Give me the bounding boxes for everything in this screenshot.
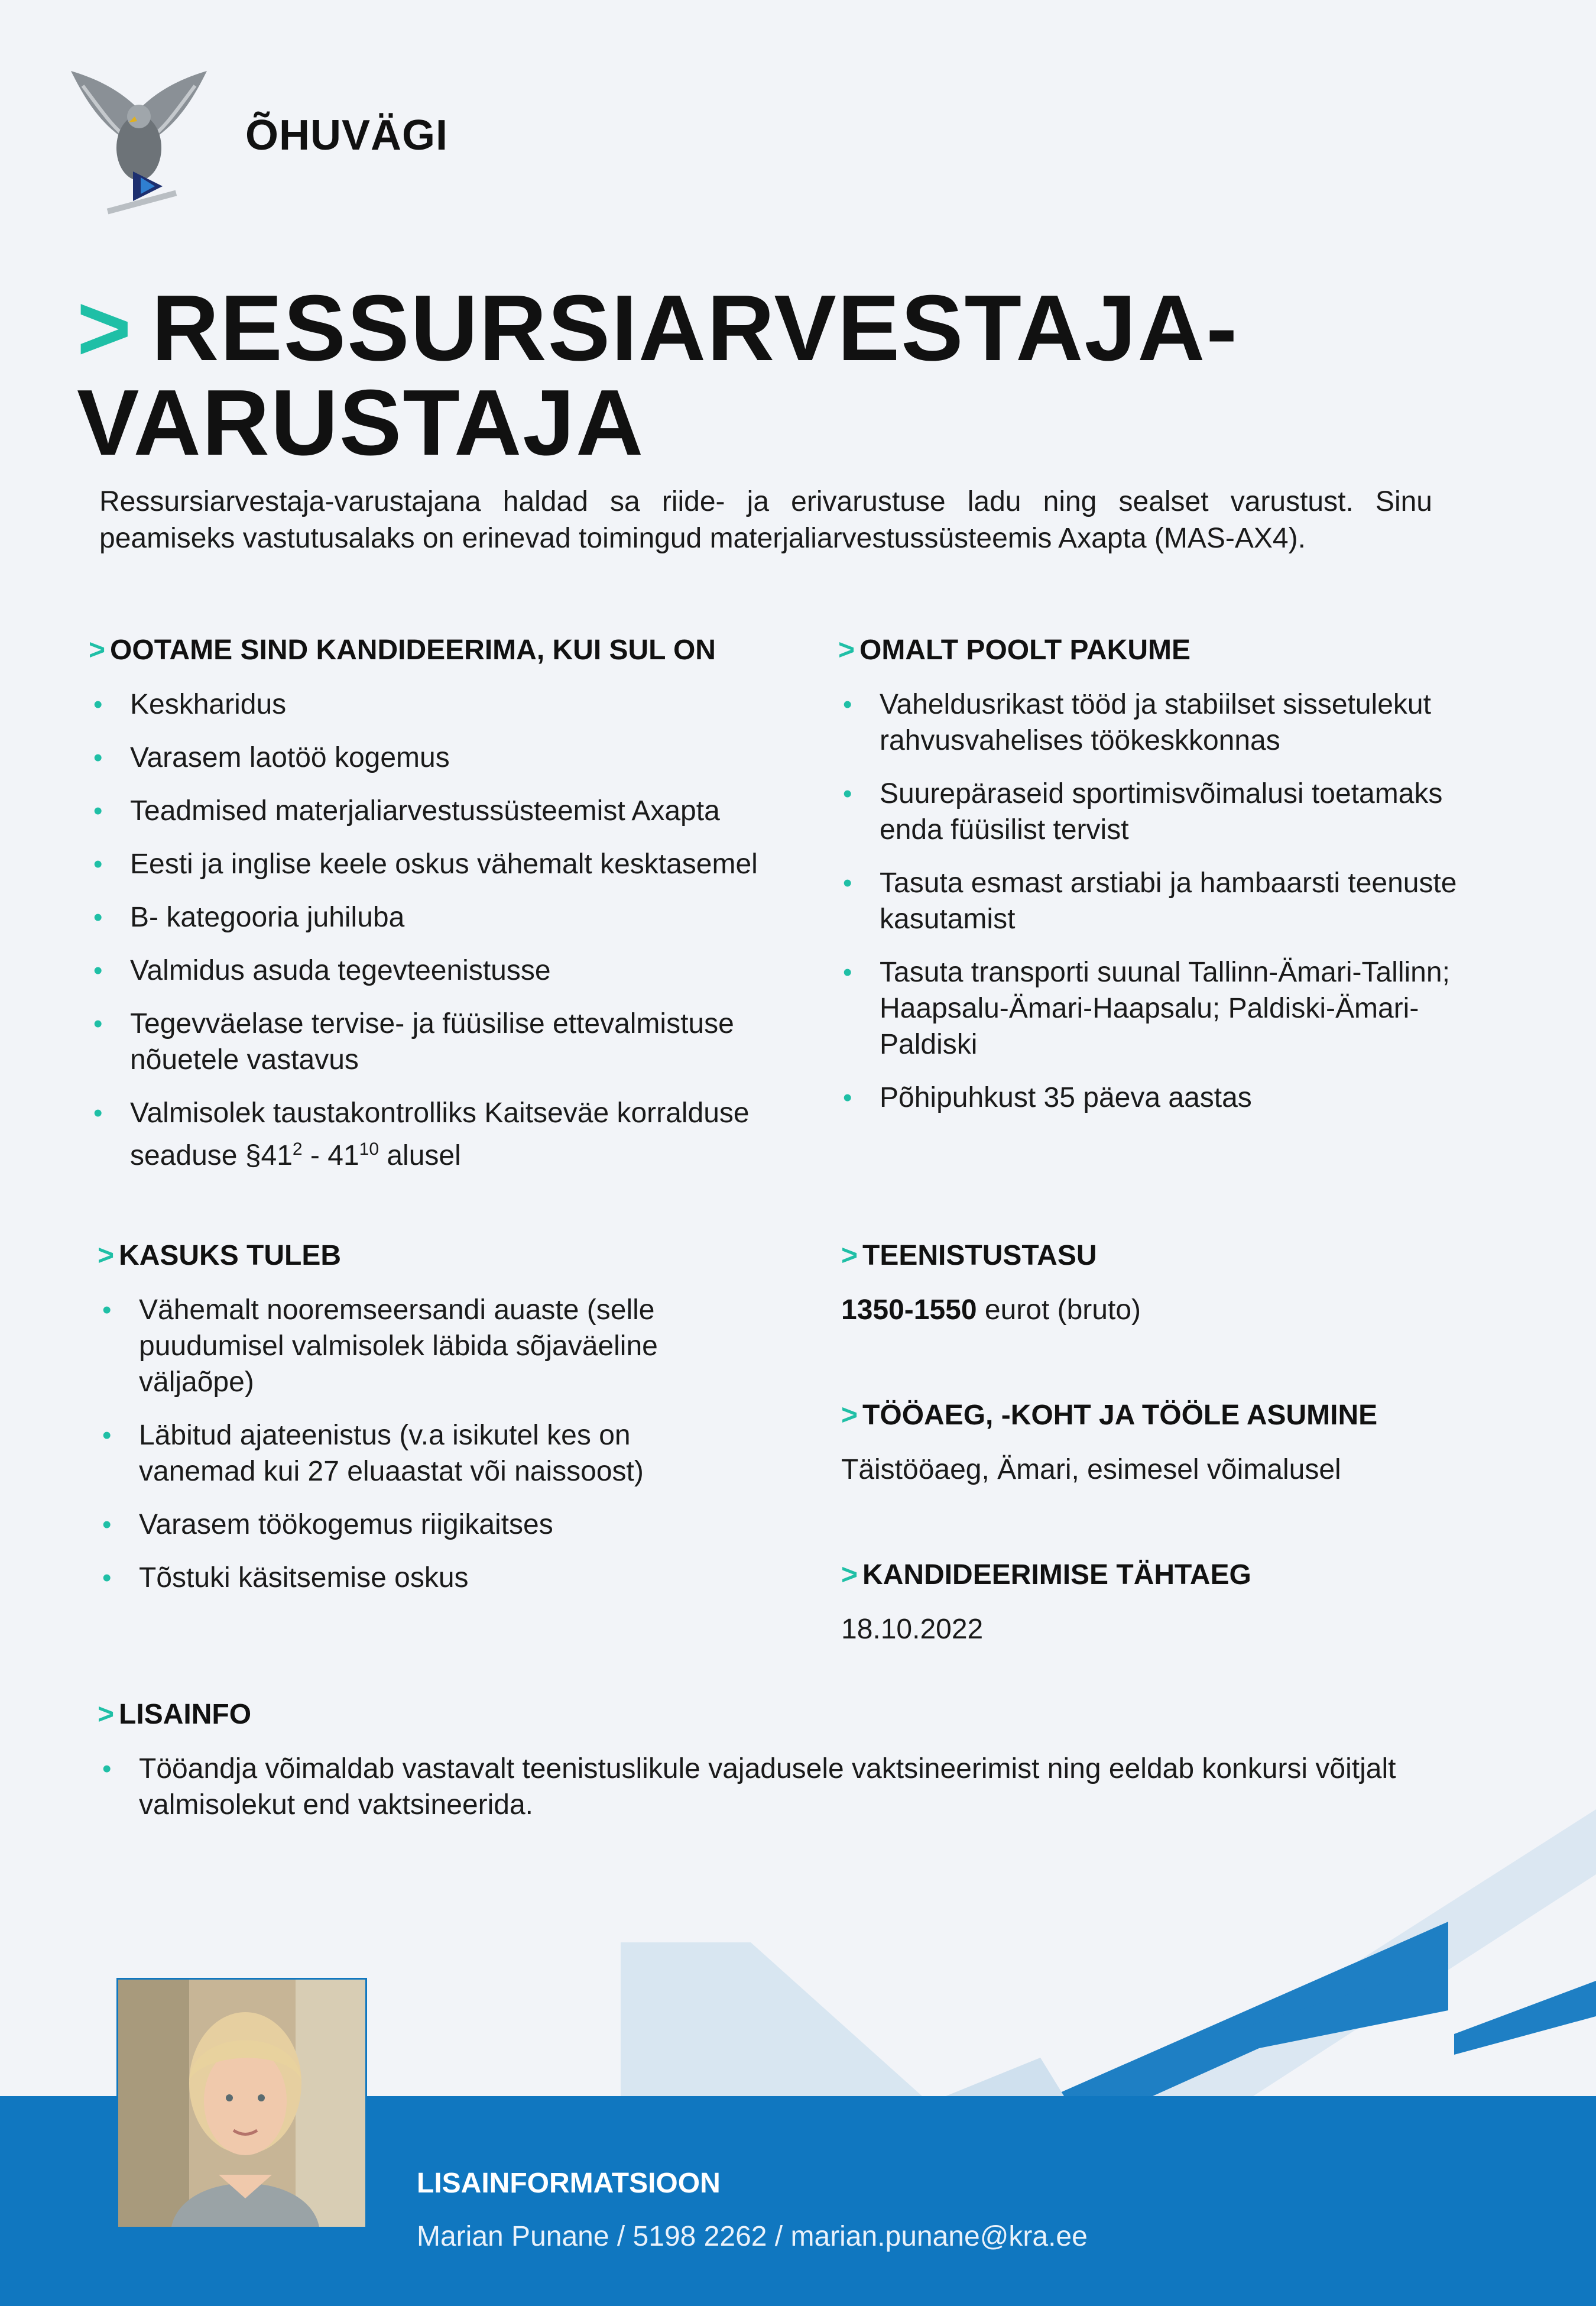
- list-item: • Varasem laotöö kogemus: [89, 740, 810, 776]
- list-item: • Keskharidus: [89, 686, 810, 723]
- extra-heading: > LISAINFO: [98, 1699, 252, 1730]
- list-item: • Tööandja võimaldab vastavalt teenistuslikule vajadusele vaktsineerimist ning eeldab konkursi võitjalt valmisolekut end vaktsineerida.: [98, 1751, 1398, 1823]
- requirements-list: [89, 686, 810, 1174]
- list-item: • Tõstuki käsitsemise oskus: [98, 1560, 748, 1596]
- list-item: • Tegevväelase tervise- ja füüsilise ettevalmistuse nõuetele vastavus: [89, 1006, 810, 1078]
- list-item: • Vaheldusrikast tööd ja stabiilset sissetulekut rahvusvahelises töökeskkonnas: [838, 686, 1494, 759]
- worktime-heading: > TÖÖAEG, -KOHT JA TÖÖLE ASUMINE: [841, 1400, 1378, 1431]
- extra-list: [98, 1751, 1398, 1823]
- list-item: • Tasuta esmast arstiabi ja hambaarsti teenuste kasutamist: [838, 865, 1494, 937]
- salary-heading: > TEENISTUSTASU: [841, 1240, 1097, 1271]
- list-item: • Tasuta transporti suunal Tallinn-Ämari-Tallinn; Haapsalu-Ämari-Haapsalu; Paldiski-Ämari-Paldiski: [838, 954, 1494, 1063]
- deadline-section: [841, 1559, 1491, 1648]
- offer-list: [838, 686, 1494, 1116]
- list-item: • Valmisolek taustakontrolliks Kaitseväe korralduse seaduse $\S 41^2 - 41^{10}$ alusel: [89, 1095, 810, 1174]
- title-line-1: RESSURSIARVESTAJA-: [151, 276, 1239, 380]
- list-item: • Läbitud ajateenistus (v.a isikutel kes on vanemad kui 27 eluaastat või naissoost): [98, 1417, 748, 1489]
- list-item: • Põhipuhkust 35 päeva aastas: [838, 1080, 1494, 1116]
- deadline-date: 18.10.2022: [841, 1614, 984, 1645]
- advantages-list: [98, 1292, 748, 1596]
- title-line-2: VARUSTAJA: [77, 371, 645, 475]
- advantages-heading: > KASUKS TULEB: [98, 1240, 342, 1271]
- contact-person-photo: [116, 1978, 367, 2229]
- eagle-emblem-icon: [65, 68, 213, 225]
- contact-details[interactable]: Marian Punane / 5198 2262 / marian.punane@kra.ee: [417, 2221, 1088, 2252]
- advantages-section: [98, 1239, 748, 1613]
- worktime-section: [841, 1399, 1491, 1488]
- requirements-heading: > OOTAME SIND KANDIDEERIMA, KUI SUL ON: [89, 634, 716, 666]
- list-item: • Eesti ja inglise keele oskus vähemalt kesktasemel: [89, 846, 810, 882]
- extra-section: [98, 1698, 1398, 1840]
- intro-text: Ressursiarvestaja-varustajana haldad sa riide- ja erivarustuse ladu ning sealset varustust. Sinu peamiseks vastutusalaks on erinevad toimingud materjaliarvestussüsteemis Axapta (MAS-AX4).: [99, 486, 1432, 554]
- list-item: • Suurepäraseid sportimisvõimalusi toetamaks enda füüsilist tervist: [838, 776, 1494, 848]
- list-item: • Vähemalt nooremseersandi auaste (selle puudumisel valmisolek läbida sõjaväeline väljaõpe): [98, 1292, 748, 1400]
- list-item: • Varasem töökogemus riigikaitses: [98, 1507, 748, 1543]
- list-item: • Teadmised materjaliarvestussüsteemist Axapta: [89, 793, 810, 829]
- offer-heading: > OMALT POOLT PAKUME: [838, 634, 1190, 666]
- title-arrow: >: [77, 276, 133, 380]
- requirements-section: [89, 634, 810, 1191]
- list-item: • B- kategooria juhiluba: [89, 899, 810, 935]
- salary-section: [841, 1239, 1491, 1329]
- worktime-text: Täistööaeg, Ämari, esimesel võimalusel: [841, 1454, 1341, 1485]
- job-title: [77, 276, 1496, 475]
- offer-section: [838, 634, 1494, 1133]
- org-name: ÕHUVÄGI: [245, 112, 449, 159]
- list-item: • Valmidus asuda tegevteenistusse: [89, 953, 810, 989]
- deadline-heading: > KANDIDEERIMISE TÄHTAEG: [841, 1559, 1251, 1591]
- contact-heading: LISAINFORMATSIOON: [417, 2168, 721, 2199]
- salary-value: 1350-1550 eurot (bruto): [841, 1294, 1141, 1326]
